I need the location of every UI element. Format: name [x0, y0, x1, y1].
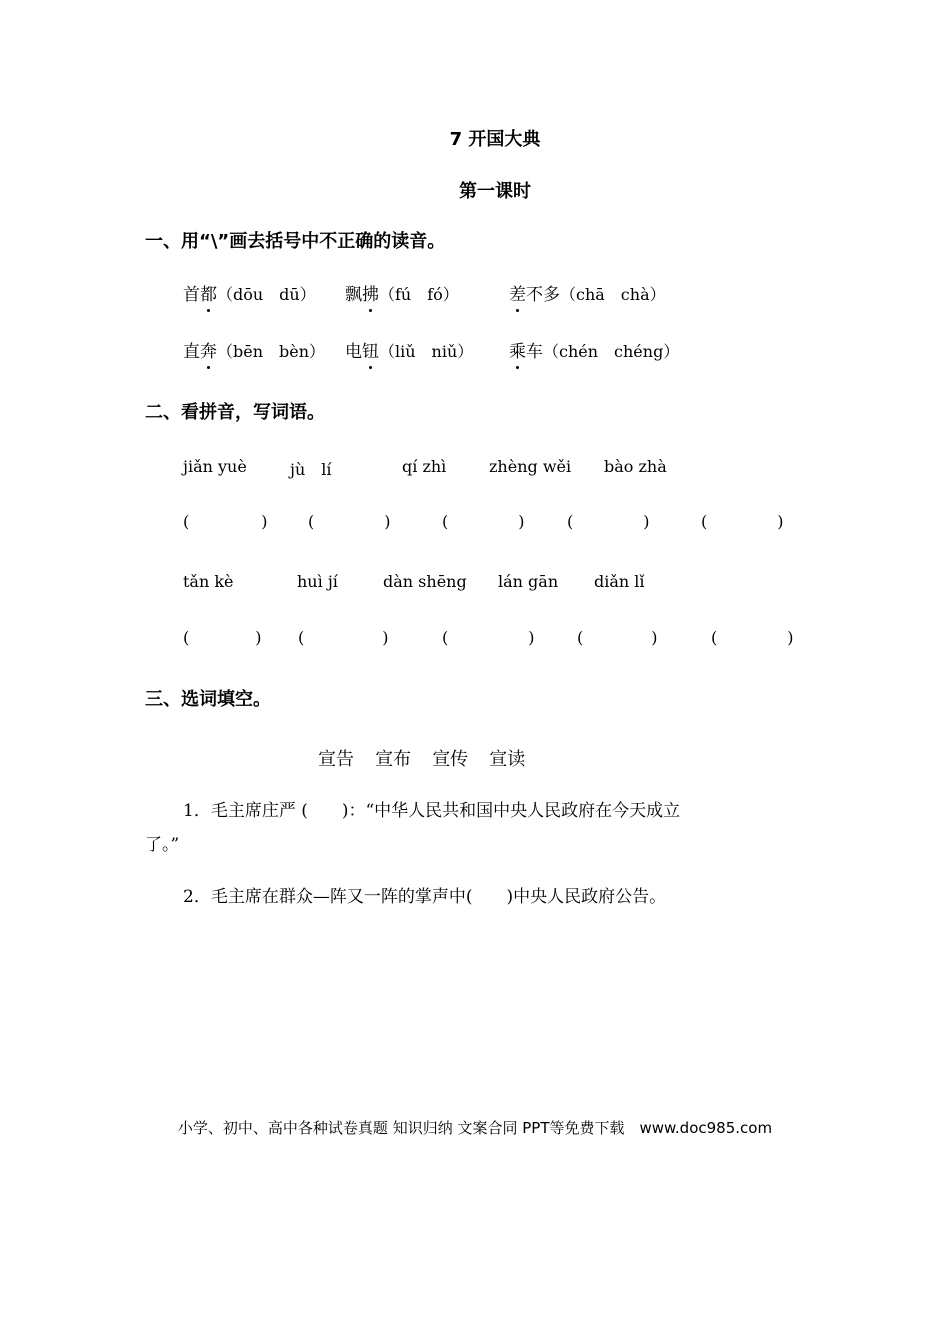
answer-blank[interactable]: ( )	[577, 628, 658, 647]
pinyin-word: huì jí	[297, 572, 338, 591]
answer-blank[interactable]: ( )	[442, 628, 535, 647]
footer-banner: 小学、初中、高中各种试卷真题 知识归纳 文案合同 PPT等免费下载 www.doc985.com	[177, 1119, 773, 1137]
word-choice: 宣布	[375, 749, 412, 770]
pinyin-word: zhèng wěi	[489, 457, 572, 476]
pinyin-word: diǎn lǐ	[594, 572, 645, 591]
pronunciation-row-1	[0, 280, 950, 310]
pinyin-word: dàn shēng	[383, 572, 467, 591]
answer-blank[interactable]: ( )	[701, 512, 784, 531]
word-choice: 宣告	[318, 749, 354, 770]
question-1-line-1: 1．毛主席庄严 ( )：“中华人民共和国中央人民政府在今天成立	[183, 801, 681, 821]
answer-blank[interactable]: ( )	[711, 628, 794, 647]
pinyin-word: jiǎn yuè	[183, 457, 247, 476]
word-choices	[318, 745, 541, 771]
pronunciation-row-2	[0, 337, 950, 367]
answer-blank[interactable]: ( )	[442, 512, 525, 531]
pronunciation-item: 电钮（liǔ niǔ）	[345, 337, 473, 362]
section3-heading: 三、选词填空。	[145, 689, 271, 710]
page-title: 7 开国大典	[449, 129, 541, 150]
answer-blank[interactable]: ( )	[308, 512, 391, 531]
answer-blanks-row-1	[0, 512, 950, 538]
word-choice: 宣传	[432, 749, 469, 770]
pronunciation-item: 首都（dōu dū）	[183, 280, 316, 305]
pinyin-word: qí zhì	[402, 457, 447, 476]
section2-heading: 二、看拼音，写词语。	[145, 402, 325, 423]
lesson-subtitle: 第一课时	[459, 181, 531, 202]
pinyin-row-1	[0, 457, 950, 483]
pronunciation-item: 飘拂（fú fó）	[345, 280, 459, 305]
answer-blank[interactable]: ( )	[183, 512, 268, 531]
pinyin-word: bào zhà	[604, 457, 667, 476]
question-1-line-2: 了。”	[145, 835, 180, 855]
section1-heading: 一、用“\”画去括号中不正确的读音。	[145, 231, 446, 252]
answer-blank[interactable]: ( )	[298, 628, 389, 647]
pronunciation-item: 差不多（chā chà）	[509, 280, 666, 305]
answer-blank[interactable]: ( )	[567, 512, 650, 531]
pronunciation-item: 直奔（bēn bèn）	[183, 337, 325, 362]
pinyin-word: jù lí	[290, 460, 332, 479]
pinyin-row-2	[0, 572, 950, 598]
answer-blanks-row-2	[0, 628, 950, 654]
pinyin-word: tǎn kè	[183, 572, 234, 591]
word-choice: 宣读	[489, 749, 526, 770]
pinyin-word: lán gān	[498, 572, 559, 591]
answer-blank[interactable]: ( )	[183, 628, 262, 647]
question-2: 2．毛主席在群众—阵又一阵的掌声中( )中央人民政府公告。	[183, 887, 667, 907]
pronunciation-item: 乘车（chén chéng）	[509, 337, 679, 362]
